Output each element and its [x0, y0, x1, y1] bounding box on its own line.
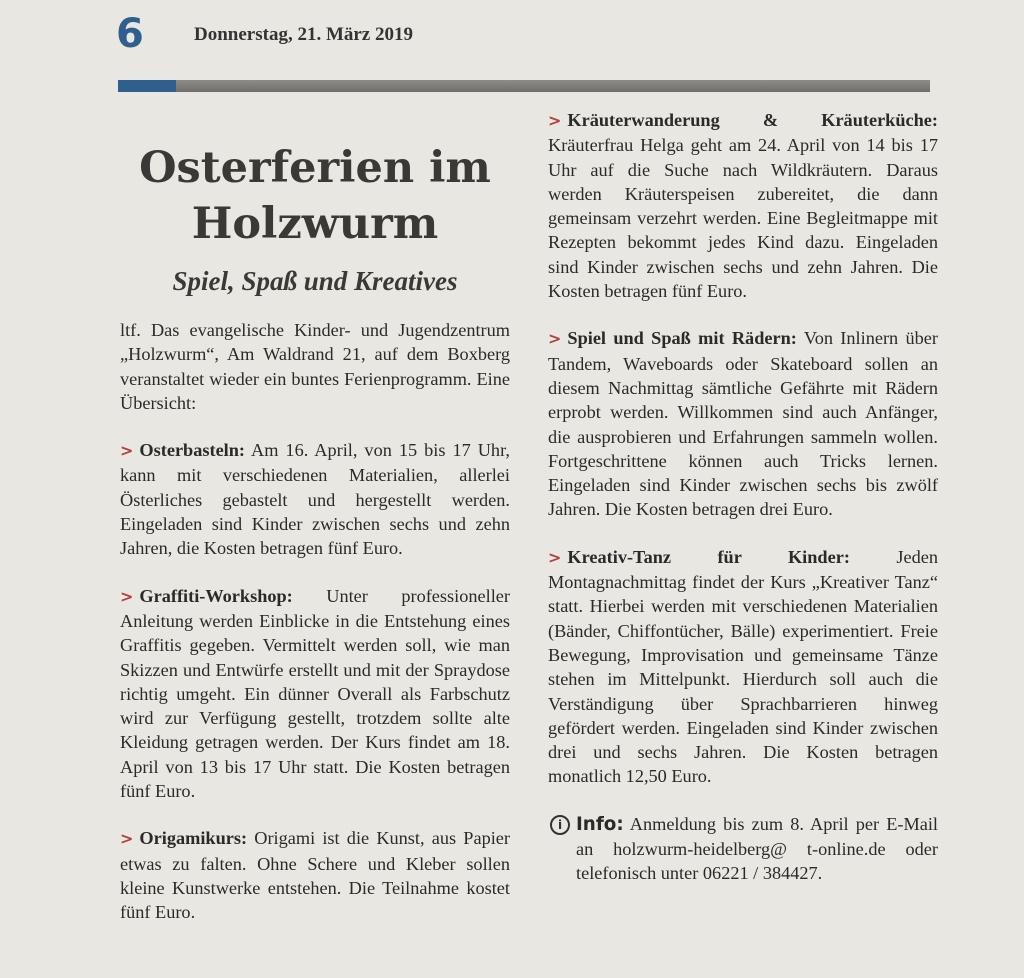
item-kreativ-tanz: [548, 545, 938, 789]
info-label: Info:: [576, 813, 624, 835]
item-title: Spiel und Spaß mit Rädern:: [567, 328, 797, 349]
right-column: [548, 108, 938, 909]
headline: Osterferien im Holzwurm: [139, 143, 491, 249]
page-number: 6: [116, 11, 144, 57]
item-title: Kräuterwanderung & Kräuterküche:: [567, 110, 938, 130]
item-title: Graffiti-Workshop:: [139, 585, 293, 606]
marker-icon: >: [548, 329, 562, 349]
info-text: Anmeldung bis zum 8. April per E-Mail an holzwurm-heidelberg@ t-online.de oder telefonisch unter 06221 / 384427.: [576, 813, 938, 884]
marker-icon: >: [120, 441, 134, 461]
marker-icon: >: [120, 586, 134, 606]
item-title: Osterbasteln:: [139, 440, 246, 461]
item-kraeuterwanderung: [548, 108, 938, 303]
item-origamikurs: [120, 826, 510, 924]
header-rule: [118, 80, 930, 92]
info-box: [548, 812, 938, 886]
header-rule-accent: [118, 80, 176, 92]
marker-icon: >: [548, 111, 562, 130]
left-column: [120, 318, 510, 948]
item-text: Jeden Montagnachmittag findet der Kurs „Kreativer Tanz“ statt. Hierbei werden mit verschiedenen Materialien (Bänder, Chiffontücher, Bälle) experimentiert. Freie Bewegung, Improvisation und gemeinsame Tänze stehen im Mittelpunkt. Hierdurch soll auch die Verständigung über Sprachbarrieren hinweg gefördert werden. Eingeladen sind Kinder zwischen drei und sechs Jahren. Die Kosten betragen monatlich 12,50 Euro.: [548, 546, 938, 787]
item-title: Kreativ-Tanz für Kinder:: [567, 546, 850, 567]
item-text: Von Inlinern über Tandem, Waveboards oder Skateboard sollen an diesem Nachmittag sämtliche Gefährte mit Rädern erprobt werden. Willkommen sind auch Anfänger, die ausprobieren und Erfahrungen sammeln wollen. Fortgeschrittene können auch Tricks lernen. Eingeladen sind Kinder zwischen sechs bis zwölf Jahren. Die Kosten betragen drei Euro.: [548, 328, 938, 520]
dateline: Donnerstag, 21. März 2019: [194, 24, 413, 45]
item-text: Am 16. April, von 15 bis 17 Uhr, kann mit verschiedenen Materialien, allerlei Österliches gebastelt und hergestellt werden. Eingeladen sind Kinder zwischen sechs und zehn Jahren, die Kosten betragen fünf Euro.: [120, 440, 510, 559]
item-graffiti-workshop: [120, 584, 510, 804]
item-title: Origamikurs:: [139, 828, 248, 849]
item-osterbasteln: [120, 438, 510, 560]
info-circle-icon: i: [550, 815, 570, 835]
marker-icon: >: [120, 829, 134, 849]
item-spiel-und-spass: [548, 326, 938, 521]
intro-paragraph: ltf. Das evangelische Kinder- und Jugendzentrum „Holzwurm“, Am Waldrand 21, auf dem Boxberg veranstaltet wieder ein buntes Ferienprogramm. Eine Übersicht:: [120, 320, 510, 413]
item-text: Unter professioneller Anleitung werden Einblicke in die Entstehung eines Graffitis gegeben. Vermittelt werden soll, wie man Skizzen und Entwürfe erstellt und mit der Spraydose richtig umgeht. Ein dünner Overall als Farbschutz wird zur Verfügung gestellt, trotzdem sollte alte Kleidung getragen werden. Der Kurs findet am 18. April von 13 bis 17 Uhr statt. Die Kosten betragen fünf Euro.: [120, 585, 510, 802]
subheadline: Spiel, Spaß und Kreatives: [172, 266, 458, 296]
item-text: Origami ist die Kunst, aus Papier etwas zu falten. Ohne Schere und Kleber sollen kleine Kunstwerke entstehen. Die Teilnahme kostet fünf Euro.: [120, 828, 510, 923]
marker-icon: >: [548, 547, 562, 567]
item-text: Kräuterfrau Helga geht am 24. April von 14 bis 17 Uhr auf die Suche nach Wildkräutern. Daraus werden Kräuterspeisen zubereitet, die dann gemeinsam verzehrt werden. Eine Begleitmappe mit Rezepten bekommt jedes Kind dazu. Eingeladen sind Kinder zwischen sechs und zehn Jahren. Die Kosten betragen fünf Euro.: [548, 135, 938, 302]
